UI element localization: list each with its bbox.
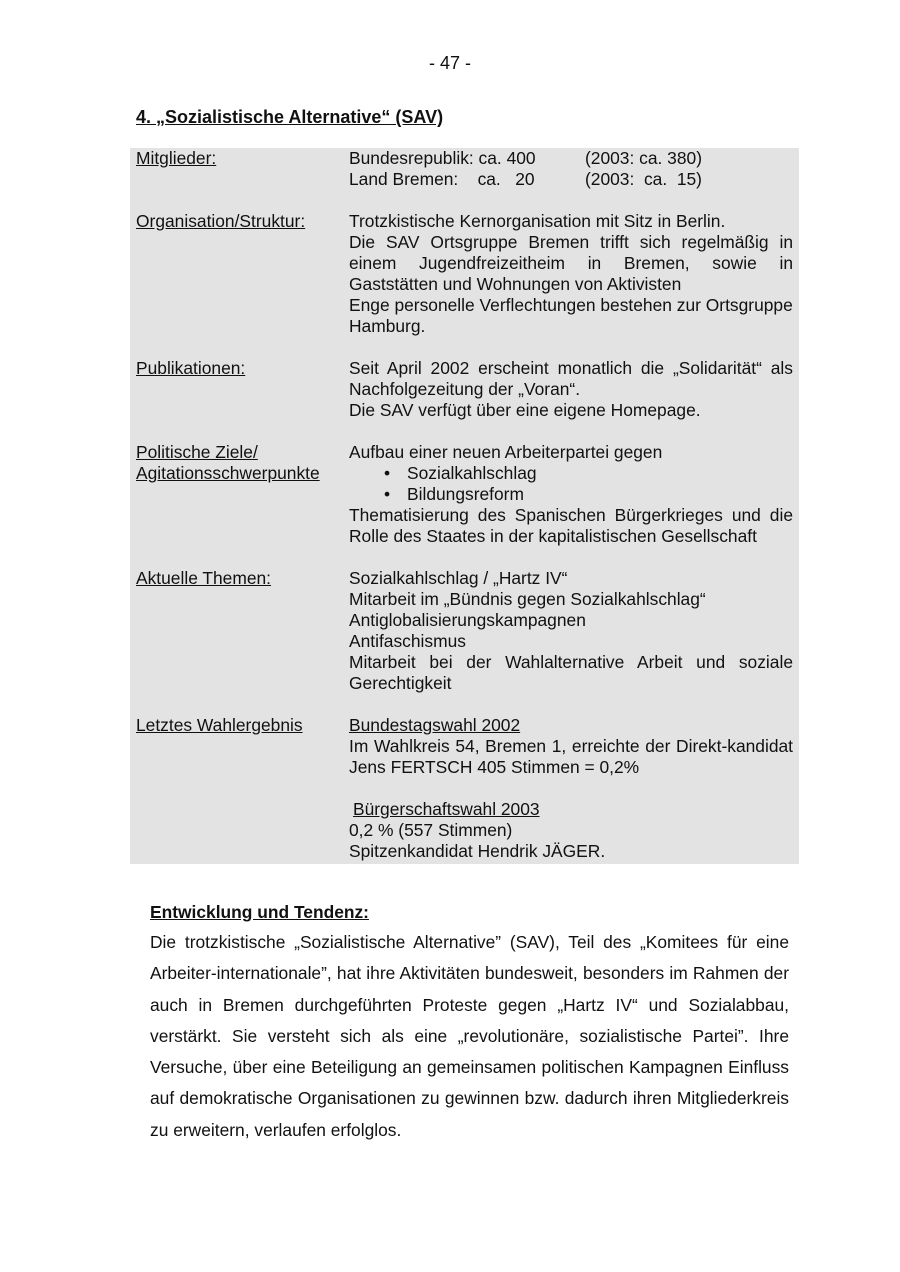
election-paragraph-1: Im Wahlkreis 54, Bremen 1, erreichte der Direkt-kandidat Jens FERTSCH 405 Stimmen = 0,2% xyxy=(349,736,793,777)
goals-value xyxy=(349,442,793,547)
topics-value xyxy=(349,568,793,694)
members-federal xyxy=(349,148,793,169)
goals-bullet: • Sozialkahlschlag xyxy=(407,463,793,484)
election-line-1: 0,2 % (557 Stimmen) xyxy=(349,820,513,840)
goals-label-line-1: Politische Ziele/ xyxy=(136,442,258,462)
development-body: Die trotzkistische „Sozialistische Alternative” (SAV), Teil des „Komitees für eine Arbeiter-internationale”, hat ihre Aktivitäten bundesweit, besonders im Rahmen der auch in Bremen durchgeführten Proteste gegen „Hartz IV“ und Sozialabbau, verstärkt. Sie versteht sich als eine „revolutionäre, sozialistische Partei”. Ihre Versuche, über eine Beteiligung an gemeinsamen politischen Kampagnen Einfluss auf demokratische Organisationen zu gewinnen bzw. dadurch ihren Mitgliederkreis zu erweitern, verlaufen erfolglos. xyxy=(150,932,789,1140)
members-value xyxy=(349,148,793,190)
publications-label: Publikationen: xyxy=(136,358,246,378)
election-row xyxy=(130,715,799,862)
members-state xyxy=(349,169,793,190)
election-label-cell xyxy=(130,715,335,862)
members-label: Mitglieder: xyxy=(136,148,217,168)
organisation-paragraph: Die SAV Ortsgruppe Bremen trifft sich regelmäßig in einem Jugendfreizeitheim in Bremen, sowie in Gaststätten und Wohnungen von Aktivisten xyxy=(349,232,793,294)
publications-paragraph: Seit April 2002 erscheint monatlich die „Solidarität“ als Nachfolgezeitung der „Voran“. xyxy=(349,358,793,399)
publications-value xyxy=(349,358,793,421)
election-heading-1: Bundestagswahl 2002 xyxy=(349,715,521,735)
goals-intro: Aufbau einer neuen Arbeiterpartei gegen xyxy=(349,442,663,462)
topics-paragraph: Mitarbeit bei der Wahlalternative Arbeit und soziale Gerechtigkeit xyxy=(349,652,793,693)
development-title: Entwicklung und Tendenz: xyxy=(150,902,369,922)
organisation-value xyxy=(349,211,793,337)
goals-paragraph: Thematisierung des Spanischen Bürgerkrieges und die Rolle des Staates in der kapitalistischen Gesellschaft xyxy=(349,505,793,546)
topics-item: Sozialkahlschlag / „Hartz IV“ xyxy=(349,568,568,588)
goals-label-cell xyxy=(130,442,335,547)
page-number: - 47 - xyxy=(428,53,471,73)
topics-item: Antifaschismus xyxy=(349,631,466,651)
topics-item: Mitarbeit im „Bündnis gegen Sozialkahlschlag“ xyxy=(349,589,706,609)
organisation-label-cell xyxy=(130,211,335,337)
election-label: Letztes Wahlergebnis xyxy=(136,715,303,735)
election-heading-2: Bürgerschaftswahl 2003 xyxy=(353,799,540,819)
election-value xyxy=(349,715,793,862)
members-row xyxy=(130,148,799,190)
members-state-count: Land Bremen: ca. 20 xyxy=(349,169,535,189)
topics-label-cell xyxy=(130,568,335,694)
section-title: 4. „Sozialistische Alternative“ (SAV) xyxy=(136,107,444,127)
organisation-line-1: Trotzkistische Kernorganisation mit Sitz in Berlin. xyxy=(349,211,726,231)
publications-label-cell xyxy=(130,358,335,421)
organisation-label: Organisation/Struktur: xyxy=(136,211,306,231)
organisation-row xyxy=(130,211,799,337)
info-table xyxy=(130,148,799,864)
members-federal-count: Bundesrepublik: ca. 400 xyxy=(349,148,536,168)
goals-row xyxy=(130,442,799,547)
topics-row xyxy=(130,568,799,694)
goals-bullet: • Bildungsreform xyxy=(407,484,793,505)
members-state-2003: (2003: ca. 15) xyxy=(585,169,702,189)
publications-row xyxy=(130,358,799,421)
goals-bullet-list xyxy=(349,463,793,505)
members-federal-2003: (2003: ca. 380) xyxy=(585,148,702,168)
topics-label: Aktuelle Themen: xyxy=(136,568,272,588)
organisation-line-3: Enge personelle Verflechtungen bestehen zur Ortsgruppe Hamburg. xyxy=(349,295,793,336)
topics-item: Antiglobalisierungskampagnen xyxy=(349,610,586,630)
election-line-2: Spitzenkandidat Hendrik JÄGER. xyxy=(349,841,606,861)
members-label-cell xyxy=(130,148,335,190)
publications-line-2: Die SAV verfügt über eine eigene Homepage. xyxy=(349,400,701,420)
goals-label-line-2: Agitationsschwerpunkte xyxy=(136,463,320,483)
